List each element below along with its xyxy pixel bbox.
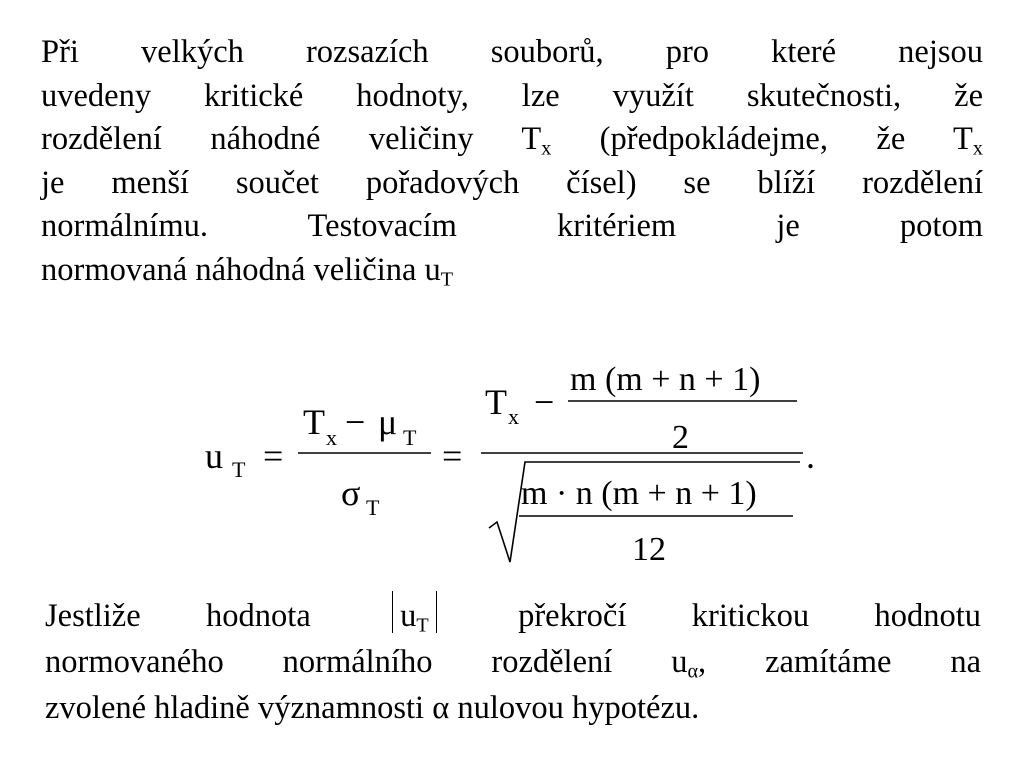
- subscript-alpha: α: [687, 660, 699, 683]
- formula-period: .: [806, 436, 815, 476]
- subscript-x: x: [541, 137, 552, 160]
- subscript-T: T: [440, 268, 454, 291]
- frac1-sigma-sub: T: [366, 495, 380, 520]
- root-denominator: 12: [632, 531, 666, 568]
- inner-denominator: 2: [672, 419, 689, 456]
- frac1-T-sub: x: [326, 425, 337, 450]
- formula-equals-2: =: [442, 436, 463, 476]
- conclusion-paragraph: [45, 593, 981, 731]
- intro-line-4: je menší součet pořadových čísel) se blíží rozdělení: [41, 164, 983, 201]
- big-num-T: T: [485, 382, 507, 422]
- intro-line-2: uvedeny kritické hodnoty, lze využít skutečnosti, že: [41, 77, 983, 114]
- formula-equals-1: =: [263, 436, 284, 476]
- conclusion-line-3: zvolené hladině významnosti α nulovou hypotézu.: [45, 690, 700, 726]
- big-num-T-sub: x: [508, 404, 519, 429]
- conclusion-line-1: Jestliže hodnota $u_T$ překročí kritickou hodnotu: [45, 593, 981, 639]
- intro-line-3: rozdělení náhodné veličiny $T_x$ (předpokládejme, že $T_x$: [41, 121, 983, 160]
- frac1-minus: −: [345, 402, 366, 442]
- subscript-x: x: [972, 137, 983, 160]
- big-num-minus: −: [534, 382, 555, 422]
- intro-line-1: Při velkých rozsazích souborů, pro které nejsou: [41, 34, 983, 70]
- frac1-mu: μ: [378, 402, 398, 442]
- absolute-value-u-T: $u_T$: [390, 593, 439, 639]
- conclusion-line-2: normovaného normálního rozdělení $u_\alpha$, zamítáme na: [45, 644, 981, 683]
- frac1-mu-sub: T: [403, 425, 417, 450]
- frac1-sigma: σ: [341, 473, 361, 513]
- frac1-T: T: [303, 402, 325, 442]
- inner-numerator: m (m + n + 1): [570, 361, 761, 398]
- intro-line-5: normálnímu. Testovacím kritériem je potom: [41, 208, 983, 244]
- intro-line-6: normovaná náhodná veličina $u_T$: [41, 251, 454, 291]
- formula-lhs-sub: T: [232, 457, 246, 482]
- root-numerator: m · n (m + n + 1): [521, 475, 757, 512]
- formula-lhs: u: [205, 436, 223, 476]
- alpha-symbol: α: [432, 690, 450, 726]
